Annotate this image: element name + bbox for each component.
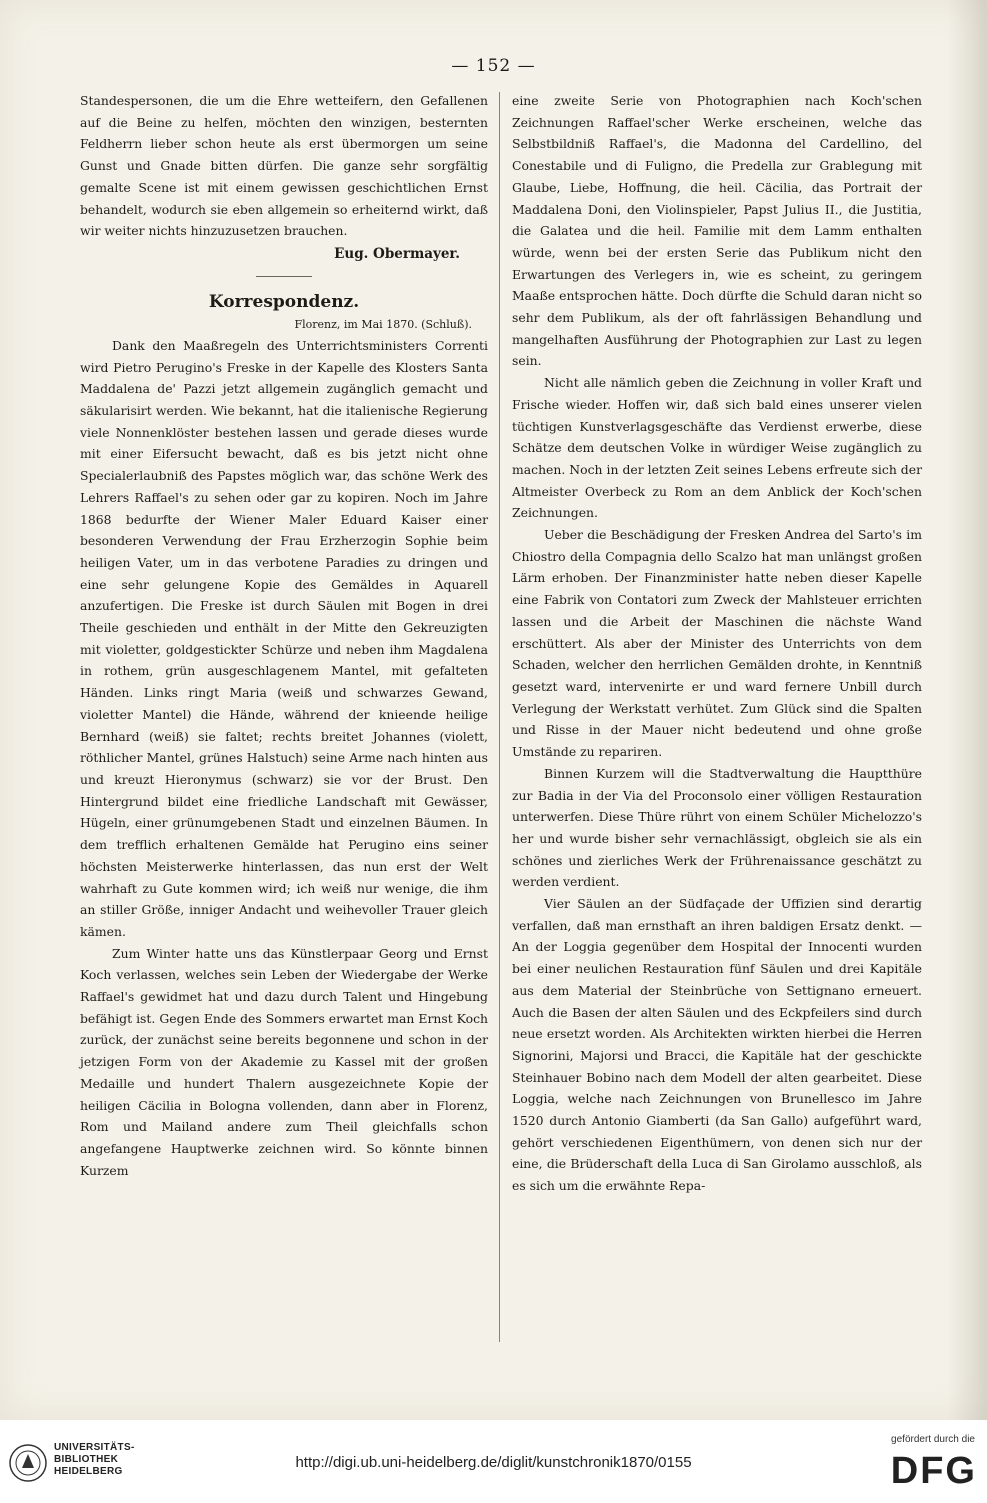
column-rule: [499, 92, 500, 1342]
body-paragraph: Vier Säulen an der Südfaçade der Uffizien sind derartig verfallen, daß man ernsthaft an ihren baldigen Ersatz denkt. — An der Loggia gegenüber dem Hospital der Innocenti wurden bei einer neulichen Restauration fünf Säulen und drei Kapitäle aus dem Material der Steinbrüche von Settignano erneuert. Auch die Basen der alten Säulen und des Eckpfeilers sind durch neue ersetzt worden. Als Architekten wirkten hierbei die Herren Signorini, Majorsi und Bracci, die Kapitäle hat der geschickte Steinhauer Bobino nach dem Modell der alten gearbeitet. Diese Loggia, welche nach Zeichnungen von Brunellesco im Jahre 1520 durch Antonio Giamberti (da San Gallo) aufgeführt ward, gehört verschiedenen Eigenthümern, von denen sich nur der eine, die Brüderschaft della Luca di San Girolamo ausschloß, als es sich um die erwähnte Repa-: [512, 896, 922, 1194]
viewer-footer: [0, 1420, 987, 1503]
source-url[interactable]: http://digi.ub.uni-heidelberg.de/diglit/kunstchronik1870/0155: [295, 1454, 692, 1471]
dateline: Florenz, im Mai 1870. (Schluß).: [294, 317, 472, 331]
body-paragraph: Dank den Maaßregeln des Unterrichtsministers Correnti wird Pietro Perugino's Freske in der Kapelle des Klosters Santa Maddalena de' Pazzi jetzt allgemein zugänglich gemacht und säkularisirt werden. Wie bekannt, hat die italienische Regierung viele Nonnenklöster bestehen lassen und gerade dieses wurde mit einer Eifersucht bewacht, daß es bis jetzt nicht ohne Specialerlaubniß des Papstes möglich war, das schöne Werk des Lehrers Raffael's zu sehen oder gar zu kopiren. Noch im Jahre 1868 bedurfte der Wiener Maler Eduard Kaiser einer besonderen Verwendung der Frau Erzherzogin Sophie beim heiligen Vater, um in das verbotene Paradies zu dringen und eine sehr gelungene Kopie des Gemäldes in Aquarell anzufertigen. Die Freske ist durch Säulen mit Bogen in drei Theile geschieden und enthält in der Mitte den Gekreuzigten mit violetter, goldgestickter Schürze und neben ihm Magdalena in rothem, grün ausgeschlagenem Mantel, mit gefalteten Händen. Links ringt Maria (weiß und schwarzes Gewand, violetter Mantel) die Hände, während der knieende heilige Bernhard (weiß) sie faltet; rechts breitet Johannes (violett, röthlicher Mantel, grünes Halstuch) seine Arme nach hinten aus und kreuzt Hieronymus (schwarz) sie vor der Brust. Den Hintergrund bildet eine friedliche Landschaft mit Gewässer, Hügeln, einer grünumgebenen Stadt und einzelnen Bäumen. In dem trefflich erhaltenen Gemälde hat Perugino eins seiner höchsten Meisterwerke hinterlassen, das nun erst der Welt wahrhaft zu Gute kommen wird; ich weiß nur wenige, die ihm an stiller Größe, inniger Andacht und weihevoller Trauer gleich kämen.: [80, 337, 488, 939]
section-title: Korrespondenz.: [208, 291, 360, 312]
page-edge-shadow: [947, 0, 987, 1420]
library-line: BIBLIOTHEK: [54, 1454, 119, 1465]
left-column: [80, 90, 488, 1181]
body-paragraph: Ueber die Beschädigung der Fresken Andrea del Sarto's im Chiostro della Compagnia dello Scalzo hat man unlängst großen Lärm erhoben. Der Finanzminister hatte neben dieser Kapelle eine Fabrik von Contatori zum Zweck der Mahlsteuer errichten lassen und die Arbeit der Maschinen die nächste Wand erschüttert. Als aber der Minister des Unterrichts von dem Schaden, welcher den herrlichen Gemälden drohte, in Kenntniß gesetzt ward, intervenirte er und ward fernere Unbill durch Verlegung der Werkstatt verhütet. Zum Glück sind die Spalten und Risse in der Mauer nicht bedeutend und ohne große Umstände zu repariren.: [512, 527, 922, 760]
body-paragraph: Nicht alle nämlich geben die Zeichnung in voller Kraft und Frische wieder. Hoffen wir, daß sich bald eines unserer vielen tüchtigen Kunstverlagsgeschäfte das Verdienst erwerbe, diese Schätze dem deutschen Volke in würdiger Weise zugänglich zu machen. Noch in der letzten Zeit seines Lebens erfreute sich der Altmeister Overbeck zu Rom an dem Anblick der Koch'schen Zeichnungen.: [512, 375, 922, 521]
body-paragraph: Binnen Kurzem will die Stadtverwaltung die Hauptthüre zur Badia in der Via del Proconsolo einer völligen Restauration unterwerfen. Diese Thüre rührt von einem Schüler Michelozzo's her und wurde bisher sehr vernachlässigt, obgleich sie als ein schönes und zierliches Werk der Frührenaissance geschätzt zu werden verdient.: [512, 765, 922, 890]
library-line: HEIDELBERG: [54, 1466, 123, 1477]
right-column: [512, 90, 922, 1197]
dfg-logo: DFG: [890, 1450, 977, 1492]
body-paragraph: eine zweite Serie von Photographien nach Koch'schen Zeichnungen Raffael'scher Werke erscheinen, welche das Selbstbildniß Raffael's, die Madonna del Cardellino, del Conestabile und di Fuligno, die Predella zur Grablegung mit Glaube, Liebe, Hoffnung, die heil. Cäcilia, das Portrait der Maddalena Doni, den Violinspieler, Papst Julius II., die Justitia, die Galatea und die heil. Familie mit dem Lamm enthalten würde, wenn bei der ersten Serie das Publikum nicht den Erwartungen des Verlegers in, wie es scheint, zu geringem Maaße entsprochen hätte. Doch dürfte die Schuld daran nicht so sehr dem Publikum, als der oft fahrlässigen Behandlung und mangelhaften Ausführung der Photographien zur Last zu legen sein.: [512, 93, 922, 369]
funding-note: gefördert durch die: [891, 1434, 975, 1445]
body-paragraph: Zum Winter hatte uns das Künstlerpaar Georg und Ernst Koch verlassen, welches sein Leben der Wiedergabe der Werke Raffael's gewidmet hat und dazu durch Talent und Hingebung befähigt ist. Gegen Ende des Sommers erwartet man Ernst Koch zurück, der zunächst seine bereits begonnene und schon in der jetzigen Form von der Akademie zu Kassel mit der großen Medaille und hundert Thalern ausgezeichnete Kopie der heiligen Cäcilia in Bologna vollenden, dann aber in Florenz, Rom und Mailand andere zum Theil gleichfalls schon angefangene Hauptwerke zeichnen wird. So könnte binnen Kurzem: [80, 945, 488, 1178]
library-line: UNIVERSITÄTS-: [54, 1442, 135, 1453]
page-number: — 152 —: [451, 56, 536, 76]
section-divider: [256, 276, 312, 277]
article-author: Eug. Obermayer.: [334, 245, 460, 262]
intro-paragraph: Standespersonen, die um die Ehre wetteifern, den Gefallenen auf die Beine zu helfen, möchten den winzigen, besternten Feldherrn lieber schon heute als erst übermorgen um seine Gunst und Gnade bitten dürfen. Die ganze sehr sorgfältig gemalte Scene ist mit einem gewissen geschichtlichen Ernst behandelt, wodurch sie eben allgemein so erheiternd wirkt, daß wir weiter nichts hinzuzusetzen brauchen.: [80, 93, 488, 239]
